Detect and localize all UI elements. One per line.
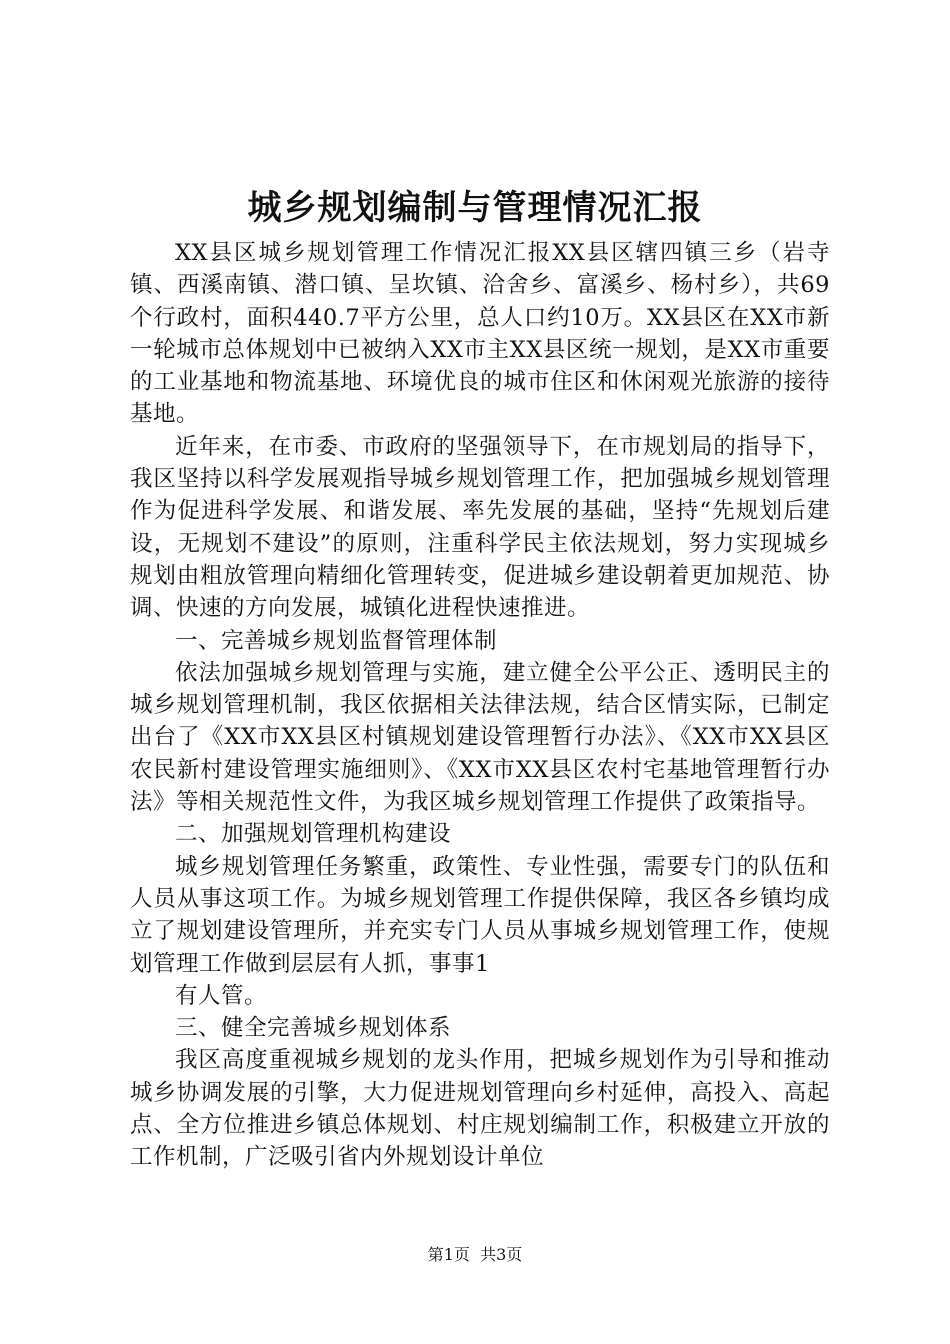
paragraph-recent-years: 近年来，在市委、市政府的坚强领导下，在市规划局的指导下，我区坚持以科学发展观指导城乡规划管理工作，把加强城乡规划管理作为促进科学发展、和谐发展、率先发展的基础，坚持“先规划后建设，无规划不建设”的原则，注重科学民主依法规划，努力实现城乡规划由粗放管理向精细化管理转变，促进城乡建设朝着更加规范、协调、快速的方向发展，城镇化进程快速推进。 <box>130 433 830 622</box>
paragraph-section-3: 我区高度重视城乡规划的龙头作用，把城乡规划作为引导和推动城乡协调发展的引擎，大力促进规划管理向乡村延伸，高投入、高起点、全方位推进乡镇总体规划、村庄规划编制工作，积极建立开放的工作机制，广泛吸引省内外规划设计单位 <box>130 1047 830 1171</box>
paragraph-section-2-continued: 有人管。 <box>175 982 268 1009</box>
section-heading-3: 三、健全完善城乡规划体系 <box>175 1015 452 1042</box>
page-total: 共3页 <box>480 1245 523 1264</box>
paragraph-intro: XX县区城乡规划管理工作情况汇报XX县区辖四镇三乡（岩寺镇、西溪南镇、潜口镇、呈坎镇、洽舍乡、富溪乡、杨村乡），共69个行政村，面积440.7平方公里，总人口约10万。XX县区在XX市新一轮城市总体规划中已被纳入XX市主XX县区统一规划，是XX市重要的工业基地和物流基地、环境优良的城市住区和休闲观光旅游的接待基地。 <box>130 240 830 428</box>
section-heading-2: 二、加强规划管理机构建设 <box>175 821 452 848</box>
page-footer <box>0 1244 950 1266</box>
paragraph-section-1: 依法加强城乡规划管理与实施，建立健全公平公正、透明民主的城乡规划管理机制，我区依据相关法律法规，结合区情实际，已制定出台了《XX市XX县区村镇规划建设管理暂行办法》、《XX市XX县区农民新村建设管理实施细则》、《XX市XX县区农村宅基地管理暂行办法》等相关规范性文件，为我区城乡规划管理工作提供了政策指导。 <box>130 659 830 816</box>
section-heading-1: 一、完善城乡规划监督管理体制 <box>175 627 498 654</box>
page-number: 第1页 <box>427 1245 470 1264</box>
paragraph-section-2: 城乡规划管理任务繁重，政策性、专业性强，需要专门的队伍和人员从事这项工作。为城乡规划管理工作提供保障，我区各乡镇均成立了规划建设管理所，并充实专门人员从事城乡规划管理工作，使规划管理工作做到层层有人抓，事事1 <box>130 853 830 977</box>
document-title: 城乡规划编制与管理情况汇报 <box>247 188 703 228</box>
document-body <box>130 237 830 1174</box>
